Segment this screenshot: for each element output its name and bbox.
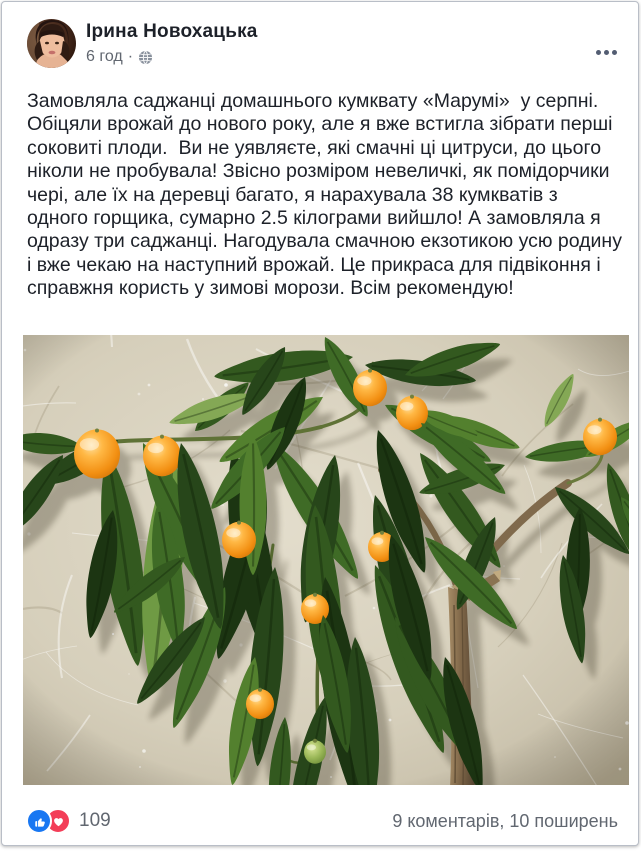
- meta-separator: ·: [127, 48, 134, 65]
- post-header: [27, 19, 618, 71]
- post-footer: [26, 804, 618, 838]
- reaction-count: 109: [79, 810, 111, 831]
- comments-shares-count[interactable]: 9 коментарів, 10 поширень: [392, 810, 618, 831]
- post-photo-kumquat-tree[interactable]: [23, 335, 629, 785]
- ellipsis-dot: [604, 50, 609, 55]
- ellipsis-dot: [612, 50, 617, 55]
- thumbs-up-icon: [26, 808, 52, 834]
- post-text: Замовляла саджанці домашнього кумквату «Марумі» у серпні. Обіцяли врожай до нового року, але я вже встигла зібрати перші соковиті плоди. Ви не уявляєте, які смачні ці цитруси, до цього ніколи не пробувала! Звісно розміром невеличкі, як помідорчики чері, але їх на деревці багато, я нарахувала 38 кумкватів з одного горщика, сумарно 2.5 кілограми вийшло! А замовляла я одразу три саджанці. Нагодувала смачною екзотикою усю родину і вже чекаю на наступний врожай. Це прикраса для підвіконня і справжня користь у зимові морози. Всім рекомендую!: [27, 90, 628, 300]
- author-name[interactable]: Ірина Новохацька: [86, 21, 258, 42]
- facebook-post-card: [1, 1, 639, 846]
- header-text: [86, 21, 258, 66]
- globe-icon: [138, 50, 153, 65]
- avatar-portrait: [27, 19, 76, 68]
- kumquat-photo-illustration: [23, 335, 629, 785]
- more-options-button[interactable]: [583, 41, 617, 63]
- avatar[interactable]: [27, 19, 76, 68]
- ellipsis-dot: [596, 50, 601, 55]
- post-meta: [86, 48, 258, 66]
- reactions-summary[interactable]: [26, 808, 111, 834]
- timestamp[interactable]: 6 год: [86, 48, 123, 65]
